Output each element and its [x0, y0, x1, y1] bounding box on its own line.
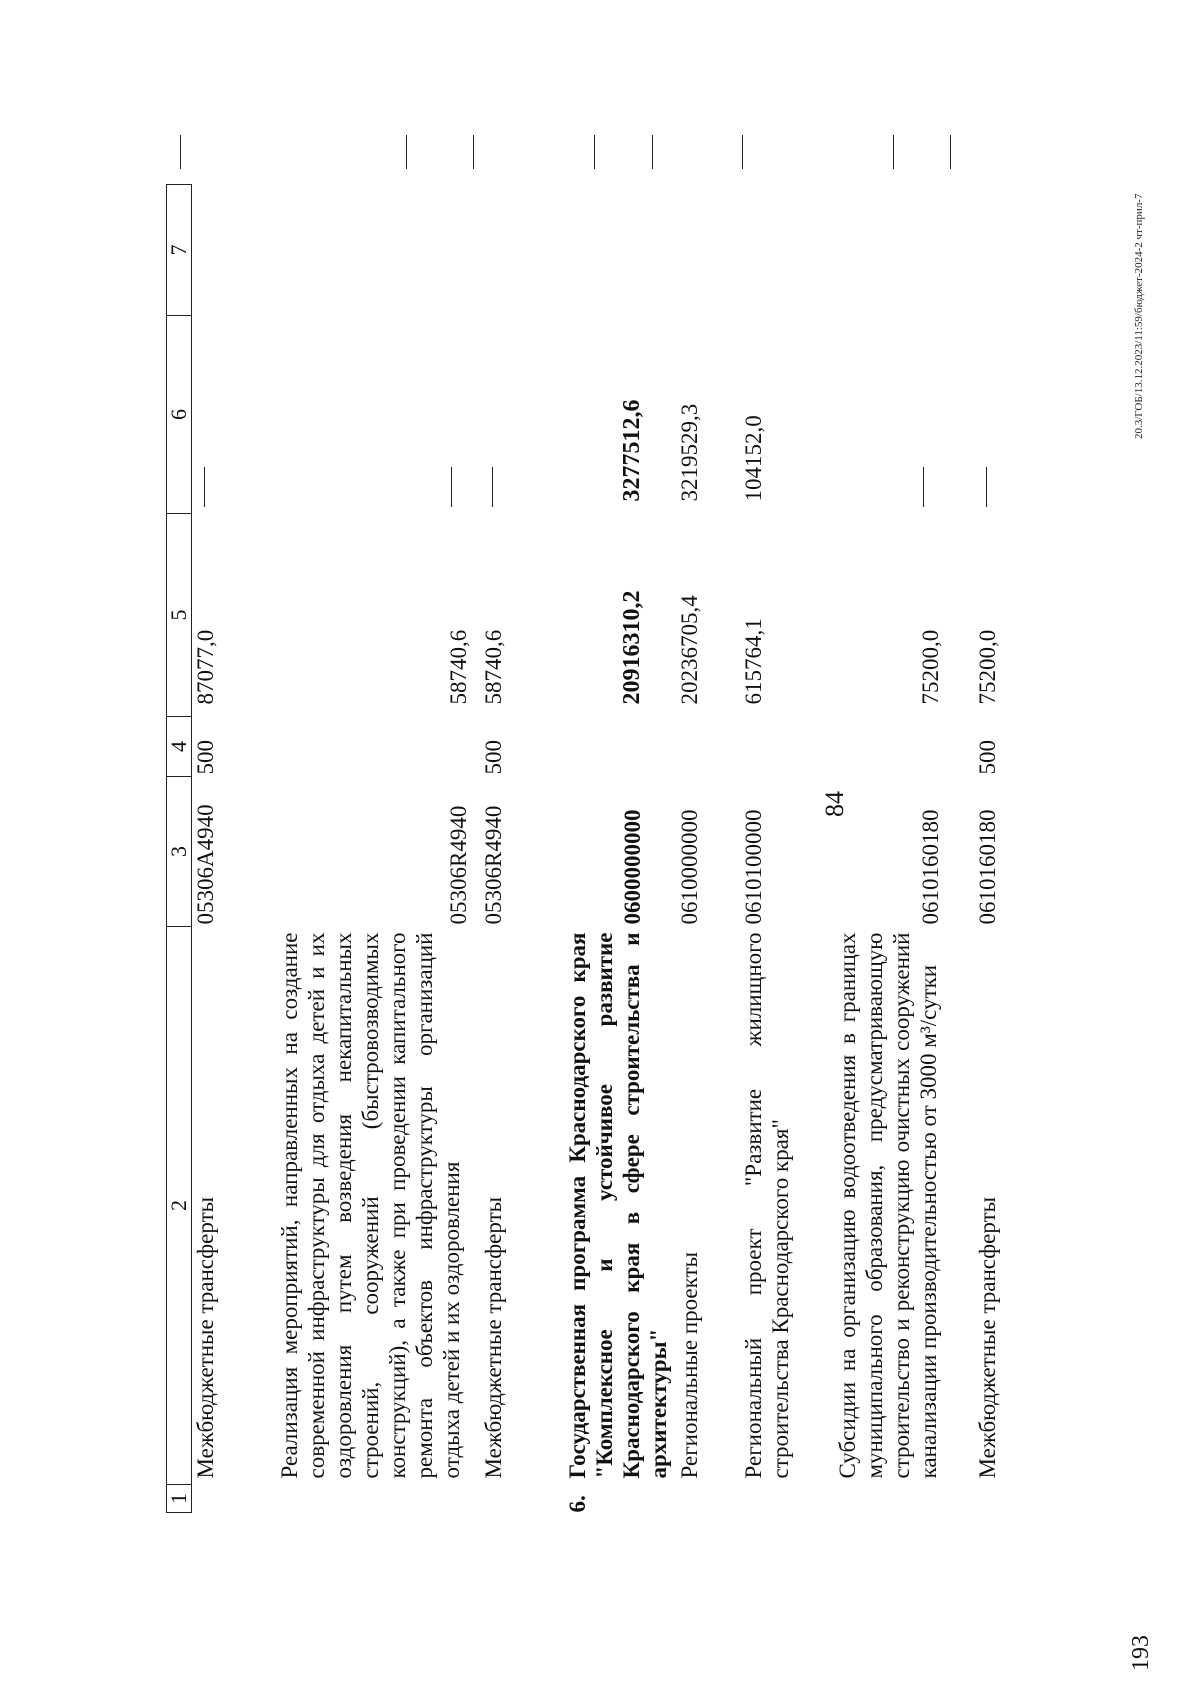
row-value-6	[192, 316, 276, 514]
col7-dash	[594, 135, 595, 169]
row-name: Межбюджетные трансферты	[193, 1196, 218, 1479]
col-header-4: 4	[167, 717, 192, 777]
row-value-5: 20236705,4	[676, 595, 702, 705]
row-value-6	[974, 316, 1014, 514]
row-value-7	[192, 185, 276, 316]
row-value-6: 3219529,3	[676, 403, 702, 502]
row-value-5: 87077,0	[193, 629, 218, 705]
row-name: Региональные проекты	[676, 1251, 702, 1479]
dash-mark	[492, 468, 493, 508]
row-value-5: 75200,0	[974, 629, 1000, 705]
table-row	[276, 185, 480, 1513]
row-type	[676, 717, 740, 777]
col7-dash	[893, 135, 894, 169]
row-type: 500	[193, 740, 218, 775]
row-number: 6.	[564, 1495, 590, 1513]
row-code: 0610160180	[917, 809, 943, 925]
page-number: 84	[820, 791, 849, 817]
col7-dash	[473, 135, 474, 169]
row-number	[676, 1485, 740, 1513]
row-number	[192, 1485, 276, 1513]
row-value-5: 20916310,2	[618, 590, 645, 705]
row-name: Реализация мероприятий, направленных на создание современной инфраструктуры для отдыха детей и их оздоровления путем возведения некапитальных строений, сооружений (быстровозводимых конструкций), а также при проведении капитального ремонта объектов инфраструктуры организаций отдыха детей и их оздоровления	[276, 932, 464, 1479]
dash-mark	[986, 468, 987, 508]
row-number	[834, 1485, 974, 1513]
row-value-6: 104152,0	[740, 415, 766, 502]
row-number	[480, 1485, 564, 1513]
row-name: Региональный проект "Развитие жилищного строительства Краснодарского края"	[740, 932, 793, 1479]
col7-dash	[406, 135, 407, 169]
row-name: Государственная программа Краснодарского края "Комплексное и устойчивое развитие Краснодарского края в сфере строительства и архитектуры"	[564, 932, 671, 1479]
row-number	[740, 1485, 834, 1513]
dash-mark	[923, 468, 924, 508]
table-row	[480, 185, 564, 1513]
row-code: 0610160180	[974, 809, 1000, 925]
row-value-5: 58740,6	[480, 629, 506, 705]
document-stamp: 20.3/ГОБ/13.12.2023/11:59/бюджет-2024-2 чт-прил-7	[1133, 193, 1145, 439]
sheet-number: 193	[1128, 1635, 1154, 1671]
dash-mark	[204, 468, 205, 508]
row-value-7	[564, 185, 676, 316]
table-row	[564, 185, 676, 1513]
col7-dash	[742, 135, 743, 169]
column-number-row	[167, 185, 192, 1513]
row-code: 0610100000	[740, 809, 766, 925]
row-value-5: 75200,0	[917, 629, 943, 705]
row-value-6	[480, 316, 564, 514]
col-header-6: 6	[167, 316, 192, 514]
row-number	[276, 1485, 480, 1513]
budget-table	[166, 184, 1014, 1513]
table-row	[192, 185, 276, 1513]
row-code: 05306R4940	[480, 805, 506, 925]
row-value-6	[276, 316, 480, 514]
row-code: 05306R4940	[445, 805, 471, 925]
col-header-3: 3	[167, 777, 192, 927]
row-number	[974, 1485, 1014, 1513]
row-type: 500	[974, 740, 1000, 775]
col-header-2: 2	[167, 927, 192, 1485]
col-header-5: 5	[167, 514, 192, 717]
row-value-7	[740, 185, 834, 316]
row-name: Межбюджетные трансферты	[480, 1196, 506, 1479]
row-code: 05306А4940	[193, 804, 218, 925]
table-row	[676, 185, 740, 1513]
row-value-5: 615764,1	[740, 618, 766, 705]
row-value-6: 3277512,6	[618, 399, 645, 502]
table-row	[740, 185, 834, 1513]
dash-mark	[451, 468, 452, 508]
row-type	[276, 717, 480, 777]
row-type	[834, 717, 974, 777]
col7-dash	[180, 135, 181, 169]
row-code: 0600000000	[619, 809, 645, 925]
table-row	[834, 185, 974, 1513]
row-value-7	[676, 185, 740, 316]
row-value-7	[834, 185, 974, 316]
row-value-7	[974, 185, 1014, 316]
row-value-6	[834, 316, 974, 514]
table-row	[974, 185, 1014, 1513]
row-type: 500	[480, 740, 506, 775]
row-value-5: 58740,6	[445, 629, 471, 705]
row-name: Субсидии на организацию водоотведения в границах муниципального образования, предусматривающую строительство и реконструкцию очистных сооружений канализации производительностью от 3000 м³/сутки	[834, 932, 941, 1479]
row-code: 0610000000	[676, 809, 702, 925]
col-header-7: 7	[167, 185, 192, 316]
col7-dash	[950, 135, 951, 169]
row-type	[740, 717, 834, 777]
row-name: Межбюджетные трансферты	[974, 1196, 1000, 1479]
row-value-7	[480, 185, 564, 316]
row-type	[564, 717, 676, 777]
row-value-7	[276, 185, 480, 316]
col-header-1: 1	[167, 1485, 192, 1513]
col7-dash	[652, 135, 653, 169]
